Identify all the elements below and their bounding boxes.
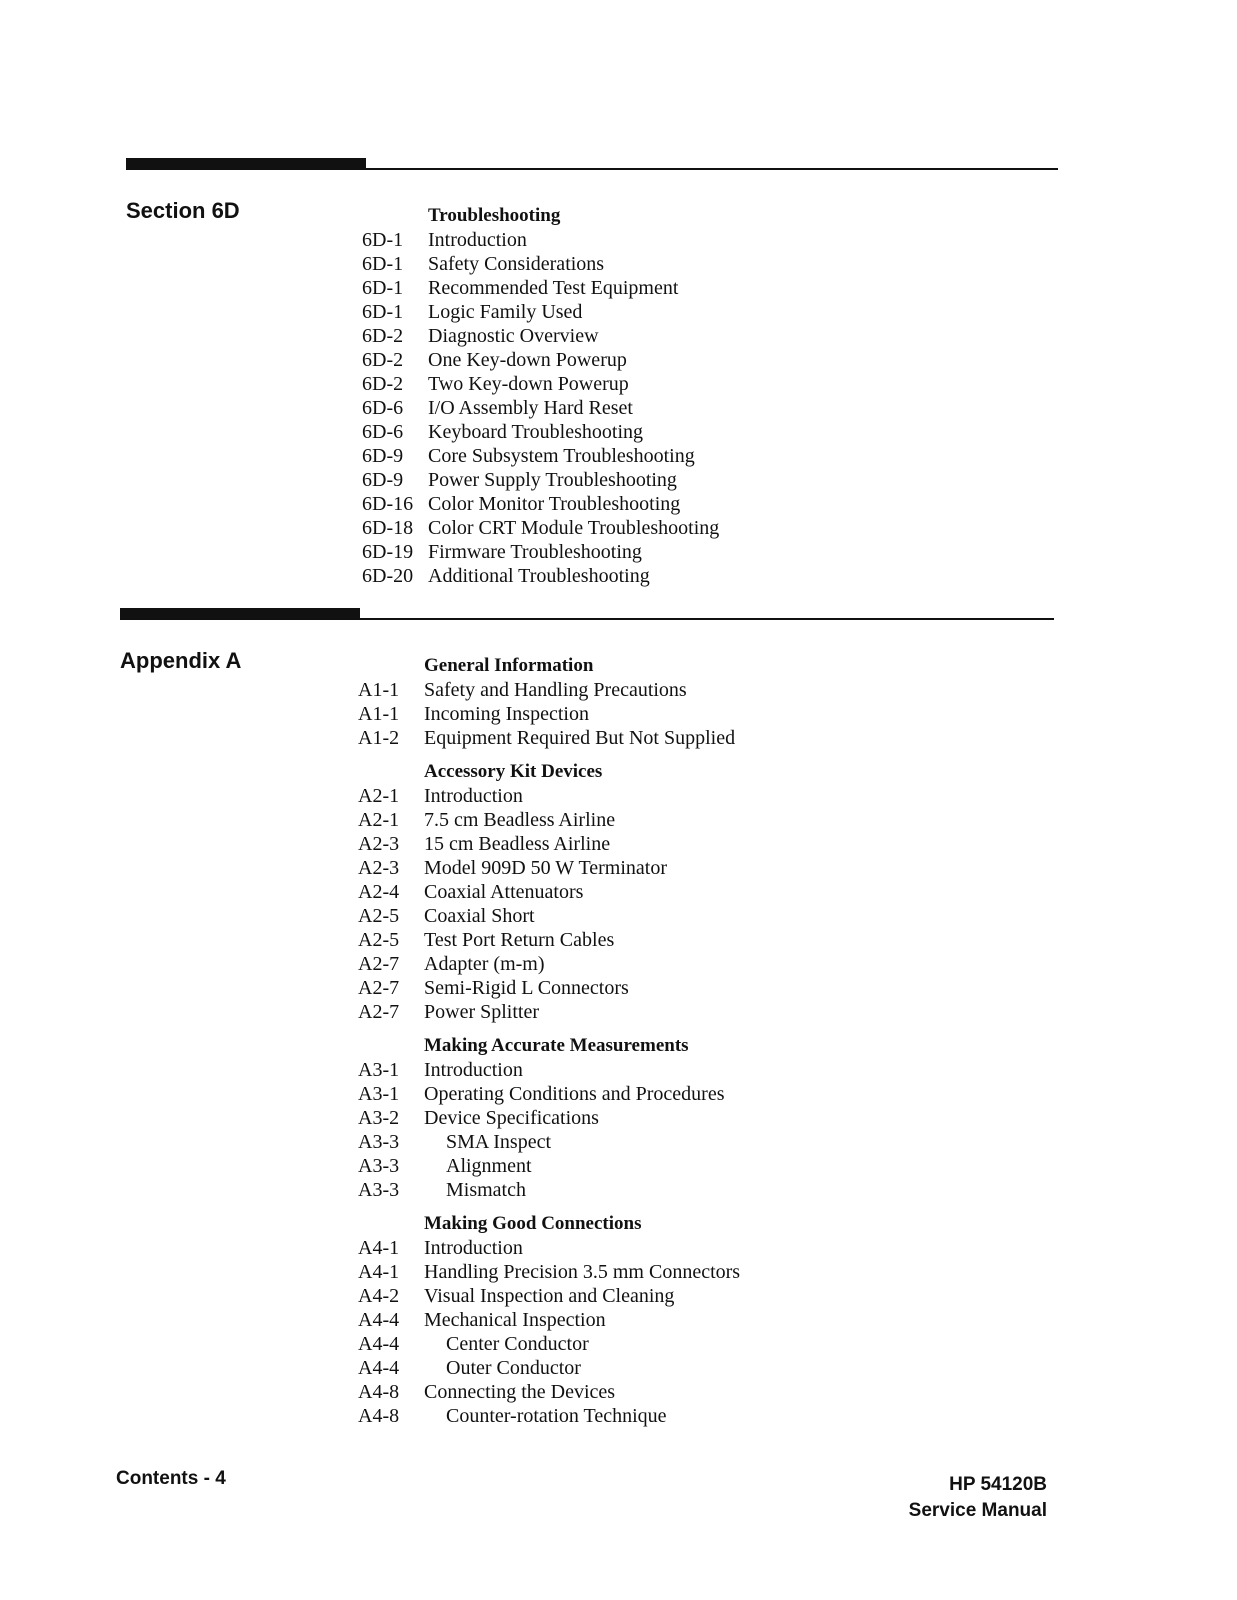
toc-entry-title: Additional Troubleshooting [428, 565, 650, 587]
toc-entry [362, 444, 719, 468]
toc-page-number: A3-3 [358, 1155, 400, 1177]
toc-page-number: A2-3 [358, 833, 400, 855]
toc-entry-title: Core Subsystem Troubleshooting [428, 445, 695, 467]
toc-page-number: A3-3 [358, 1131, 400, 1153]
toc-page-number: A4-4 [358, 1333, 400, 1355]
toc-page-number: A1-1 [358, 703, 400, 725]
toc-page-number: A3-1 [358, 1059, 400, 1081]
toc-heading-row [358, 1034, 740, 1058]
toc-page-number: 6D-2 [362, 325, 404, 347]
toc-page-number: A3-2 [358, 1107, 400, 1129]
toc-page-number: 6D-6 [362, 421, 404, 443]
toc-entry-title: Device Specifications [424, 1107, 599, 1129]
toc-entry [358, 1332, 740, 1356]
footer-manual: Service Manual [908, 1500, 1047, 1521]
toc-entry [358, 784, 740, 808]
toc-group [358, 654, 740, 750]
toc-page-number: A3-3 [358, 1179, 400, 1201]
toc-entry-title: Two Key-down Powerup [428, 373, 629, 395]
toc-page-number: 6D-18 [362, 517, 414, 539]
toc-entry [358, 1130, 740, 1154]
toc-heading-row [358, 1212, 740, 1236]
toc-entry-title: Safety and Handling Precautions [424, 679, 687, 701]
toc-entry [362, 420, 719, 444]
toc-page-number: A2-7 [358, 953, 400, 975]
toc-entry [358, 1000, 740, 1024]
toc-entry-title: Recommended Test Equipment [428, 277, 679, 299]
toc-page-number: A4-1 [358, 1261, 400, 1283]
toc-entry [362, 396, 719, 420]
toc-entry [358, 976, 740, 1000]
toc-entry [358, 928, 740, 952]
toc-entry-title: Outer Conductor [446, 1357, 581, 1379]
toc-entry-title: SMA Inspect [446, 1131, 551, 1153]
toc-entry-title: Counter-rotation Technique [446, 1405, 667, 1427]
toc-page-number: 6D-2 [362, 373, 404, 395]
toc-entry [358, 856, 740, 880]
toc-page-number: A4-4 [358, 1309, 400, 1331]
toc-entry-title: Firmware Troubleshooting [428, 541, 642, 563]
toc-entry-title: Equipment Required But Not Supplied [424, 727, 736, 749]
toc-entry [358, 808, 740, 832]
toc-entry-title: Safety Considerations [428, 253, 605, 275]
toc-page-number: 6D-1 [362, 253, 404, 275]
toc-entry [362, 468, 719, 492]
toc-entry [358, 1356, 740, 1380]
toc-entry [358, 1380, 740, 1404]
toc-entry-title: Incoming Inspection [424, 703, 589, 725]
toc-entry-title: I/O Assembly Hard Reset [428, 397, 633, 419]
toc-page-number: 6D-20 [362, 565, 414, 587]
toc-group [358, 760, 740, 1024]
section-rule-6d [126, 168, 1058, 170]
toc-entry-title: Diagnostic Overview [428, 325, 599, 347]
toc-page-number: A2-5 [358, 929, 400, 951]
toc-entry-title: Introduction [424, 785, 523, 807]
toc-entry-title: Coaxial Short [424, 905, 535, 927]
toc-entry [362, 228, 719, 252]
section-label-appendix-a: Appendix A [120, 648, 242, 673]
toc-group [362, 204, 719, 588]
toc-entry-title: Logic Family Used [428, 301, 583, 323]
toc-page-number: A2-7 [358, 1001, 400, 1023]
toc-entry [362, 372, 719, 396]
toc-group-heading: Accessory Kit Devices [424, 761, 603, 782]
toc-entry-title: Operating Conditions and Procedures [424, 1083, 725, 1105]
toc-entry [358, 1058, 740, 1082]
toc-page-number: 6D-1 [362, 301, 404, 323]
toc-page-number: 6D-9 [362, 469, 404, 491]
toc-entry-title: Power Splitter [424, 1001, 539, 1023]
toc-entry [358, 1178, 740, 1202]
section-label-6d: Section 6D [126, 198, 240, 223]
toc-entry-title: Center Conductor [446, 1333, 589, 1355]
toc-entry-title: Coaxial Attenuators [424, 881, 584, 903]
toc-group [358, 1034, 740, 1202]
toc-page-number: 6D-19 [362, 541, 414, 563]
toc-page-number: A2-1 [358, 785, 400, 807]
toc-entry-title: Introduction [424, 1059, 523, 1081]
toc-page-number: A1-2 [358, 727, 400, 749]
toc-entry-title: Model 909D 50 W Terminator [424, 857, 668, 879]
toc-page-number: 6D-1 [362, 229, 404, 251]
toc-page-number: 6D-9 [362, 445, 404, 467]
toc-group [358, 1212, 740, 1428]
toc-entry [358, 1260, 740, 1284]
toc-page-number: A2-4 [358, 881, 400, 903]
toc-page-number: A4-4 [358, 1357, 400, 1379]
toc-entry [358, 1154, 740, 1178]
toc-entry [362, 276, 719, 300]
toc-entry-title: Semi-Rigid L Connectors [424, 977, 629, 999]
toc-entry [362, 300, 719, 324]
toc-page-number: A1-1 [358, 679, 400, 701]
toc-page-number: A4-8 [358, 1405, 400, 1427]
toc-group-heading: Making Good Connections [424, 1213, 642, 1234]
toc-entry-title: Color Monitor Troubleshooting [428, 493, 681, 515]
toc-entry [358, 1082, 740, 1106]
toc-entry-title: Alignment [446, 1155, 532, 1177]
toc-entry [358, 1284, 740, 1308]
toc-entry [362, 564, 719, 588]
toc-page-number: A3-1 [358, 1083, 400, 1105]
toc-entry [358, 880, 740, 904]
toc-page-number: A2-3 [358, 857, 400, 879]
toc-page-number: 6D-1 [362, 277, 404, 299]
toc-page-number: 6D-2 [362, 349, 404, 371]
toc-entry [358, 1236, 740, 1260]
toc-appendix-a [358, 654, 740, 1438]
toc-page-number: A4-2 [358, 1285, 400, 1307]
footer-page-label: Contents - 4 [116, 1468, 226, 1489]
toc-page-number: A4-1 [358, 1237, 400, 1259]
toc-entry [362, 492, 719, 516]
toc-entry [358, 904, 740, 928]
section-rule-appendix-a [120, 618, 1054, 620]
toc-entry [358, 726, 740, 750]
toc-group-heading: General Information [424, 655, 594, 676]
toc-entry [358, 1404, 740, 1428]
footer-product-info [909, 1472, 1047, 1524]
toc-entry [362, 252, 719, 276]
toc-entry-title: One Key-down Powerup [428, 349, 627, 371]
toc-group-heading: Troubleshooting [428, 205, 561, 226]
toc-heading-row [362, 204, 719, 228]
toc-page-number: A2-7 [358, 977, 400, 999]
toc-page-number: A4-8 [358, 1381, 400, 1403]
toc-page-number: A2-5 [358, 905, 400, 927]
toc-page-number: 6D-6 [362, 397, 404, 419]
toc-entry-title: Mechanical Inspection [424, 1309, 606, 1331]
toc-entry [362, 348, 719, 372]
toc-section-6d [362, 204, 719, 598]
toc-entry [358, 1308, 740, 1332]
toc-entry-title: Mismatch [446, 1179, 526, 1201]
toc-entry-title: Adapter (m-m) [424, 953, 545, 975]
toc-entry-title: Test Port Return Cables [424, 929, 615, 951]
toc-entry [358, 832, 740, 856]
toc-entry-title: Keyboard Troubleshooting [428, 421, 643, 443]
toc-group-heading: Making Accurate Measurements [424, 1035, 689, 1056]
toc-entry-title: Introduction [428, 229, 527, 251]
toc-entry-title: Power Supply Troubleshooting [428, 469, 677, 491]
toc-heading-row [358, 760, 740, 784]
toc-entry-title: 7.5 cm Beadless Airline [424, 809, 616, 831]
footer-product: HP 54120B [949, 1474, 1047, 1495]
toc-entry [362, 516, 719, 540]
toc-entry-title: Color CRT Module Troubleshooting [428, 517, 720, 539]
toc-entry-title: Visual Inspection and Cleaning [424, 1285, 675, 1307]
toc-page-number: A2-1 [358, 809, 400, 831]
toc-entry-title: Handling Precision 3.5 mm Connectors [424, 1261, 741, 1283]
toc-entry [362, 540, 719, 564]
toc-entry [358, 702, 740, 726]
toc-page-number: 6D-16 [362, 493, 414, 515]
toc-entry-title: Connecting the Devices [424, 1381, 616, 1403]
toc-heading-row [358, 654, 740, 678]
toc-entry [358, 1106, 740, 1130]
toc-entry [362, 324, 719, 348]
toc-entry-title: Introduction [424, 1237, 523, 1259]
toc-entry [358, 952, 740, 976]
toc-entry-title: 15 cm Beadless Airline [424, 833, 611, 855]
toc-entry [358, 678, 740, 702]
